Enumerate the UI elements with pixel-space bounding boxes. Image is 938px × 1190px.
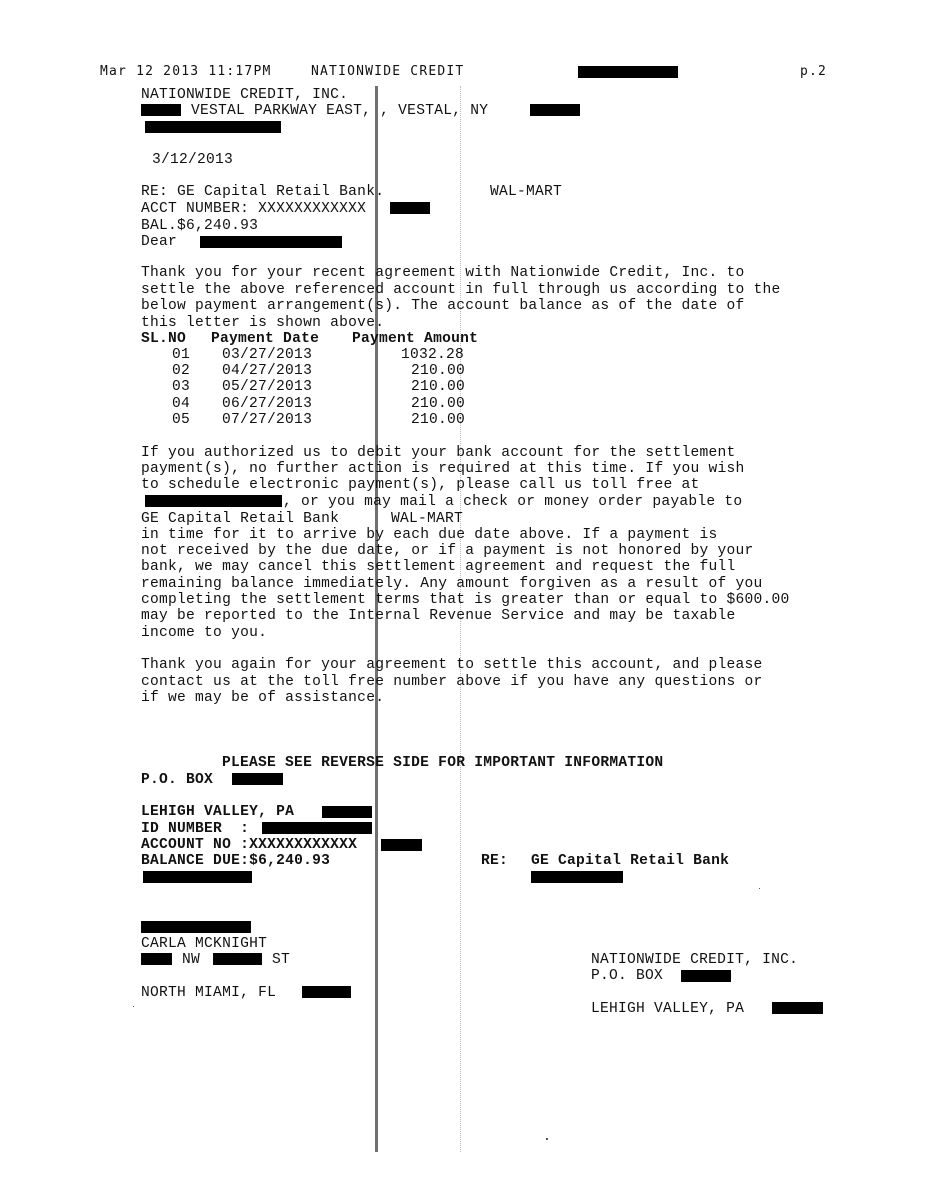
- debtor-nw: NW: [182, 952, 201, 968]
- reverse-side-notice: PLEASE SEE REVERSE SIDE FOR IMPORTANT INFORMATION: [222, 755, 664, 771]
- table-row-no: 05: [172, 412, 191, 428]
- redaction-return-zip: [772, 1002, 823, 1014]
- scan-speck: [133, 1006, 134, 1007]
- table-row-no: 04: [172, 396, 191, 412]
- para3-line5: completing the settlement terms that is greater than or equal to $600.00: [141, 592, 790, 608]
- redaction-recipient-name: [200, 236, 342, 248]
- stub-re-label: RE:: [481, 853, 509, 869]
- para1-line2: settle the above referenced account in full through us according to the: [141, 282, 781, 298]
- redaction-debtor-zip: [302, 986, 351, 998]
- table-header-amount: Payment Amount: [352, 331, 479, 347]
- fax-timestamp: Mar 12 2013 11:17PM: [100, 64, 272, 79]
- balance-line: BAL.$6,240.93: [141, 218, 259, 234]
- para3-line1: in time for it to arrive by each due date above. If a payment is: [141, 527, 718, 543]
- para3-line6: may be reported to the Internal Revenue Service and may be taxable: [141, 608, 736, 624]
- redaction-house-number: [141, 953, 172, 965]
- table-row-amount: 1032.28: [401, 347, 465, 363]
- para3-line4: remaining balance immediately. Any amount forgiven as a result of you: [141, 576, 763, 592]
- stub-balance-due: BALANCE DUE:$6,240.93: [141, 853, 331, 869]
- table-row-amount: 210.00: [411, 412, 466, 428]
- redaction-stub-zip: [322, 806, 372, 818]
- table-row-amount: 210.00: [411, 396, 466, 412]
- letterhead-address: VESTAL PARKWAY EAST, , VESTAL, NY: [191, 103, 489, 119]
- debtor-name: CARLA MCKNIGHT: [141, 936, 268, 952]
- table-header-date: Payment Date: [211, 331, 320, 347]
- table-row-no: 02: [172, 363, 191, 379]
- redaction-fax-number: [578, 66, 678, 78]
- redaction-id-number: [262, 822, 372, 834]
- re-line: RE: GE Capital Retail Bank.: [141, 184, 385, 200]
- redaction-debtor-line: [141, 921, 251, 933]
- redaction-toll-free-number: [145, 495, 282, 507]
- payee-bank: GE Capital Retail Bank: [141, 511, 340, 527]
- fax-sender: NATIONWIDE CREDIT: [311, 64, 465, 79]
- table-row-date: 07/27/2013: [222, 412, 313, 428]
- para2-line4: , or you may mail a check or money order payable to: [283, 494, 743, 510]
- redaction-phone: [145, 121, 281, 133]
- account-number: ACCT NUMBER: XXXXXXXXXXXX: [141, 201, 367, 217]
- scan-speck: [546, 1138, 548, 1140]
- para1-line1: Thank you for your recent agreement with Nationwide Credit, Inc. to: [141, 265, 745, 281]
- para4-line3: if we may be of assistance.: [141, 690, 385, 706]
- table-row-amount: 210.00: [411, 379, 466, 395]
- stub-po-box: P.O. BOX: [141, 772, 214, 788]
- redaction-re-line: [531, 871, 623, 883]
- para2-line1: If you authorized us to debit your bank account for the settlement: [141, 445, 736, 461]
- table-row-no: 01: [172, 347, 191, 363]
- para2-line2: payment(s), no further action is required at this time. If you wish: [141, 461, 745, 477]
- redaction-stub-account: [381, 839, 422, 851]
- table-row-date: 04/27/2013: [222, 363, 313, 379]
- para3-line3: bank, we may cancel this settlement agreement and request the full: [141, 559, 736, 575]
- fax-page-number: p.2: [800, 64, 828, 79]
- para4-line2: contact us at the toll free number above if you have any questions or: [141, 674, 763, 690]
- para1-line3: below payment arrangement(s). The account balance as of the date of: [141, 298, 745, 314]
- return-company: NATIONWIDE CREDIT, INC.: [591, 952, 799, 968]
- para2-line3: to schedule electronic payment(s), please call us toll free at: [141, 477, 700, 493]
- debtor-st: ST: [272, 952, 291, 968]
- table-header-slno: SL.NO: [141, 331, 187, 347]
- stub-re-bank: GE Capital Retail Bank: [531, 853, 730, 869]
- table-row-amount: 210.00: [411, 363, 466, 379]
- table-row-date: 06/27/2013: [222, 396, 313, 412]
- salutation: Dear: [141, 234, 178, 250]
- table-row-date: 05/27/2013: [222, 379, 313, 395]
- redaction-street-name: [213, 953, 262, 965]
- table-row-no: 03: [172, 379, 191, 395]
- stub-city: LEHIGH VALLEY, PA: [141, 804, 295, 820]
- letterhead-company: NATIONWIDE CREDIT, INC.: [141, 87, 349, 103]
- table-row-date: 03/27/2013: [222, 347, 313, 363]
- stub-id-number: ID NUMBER :: [141, 821, 250, 837]
- para3-line2: not received by the due date, or if a payment is not honored by your: [141, 543, 754, 559]
- para1-line4: this letter is shown above.: [141, 315, 385, 331]
- letter-date: 3/12/2013: [152, 152, 234, 168]
- para3-line7: income to you.: [141, 625, 268, 641]
- redaction-street-number: [141, 104, 181, 116]
- re-store: WAL-MART: [490, 184, 563, 200]
- para4-line1: Thank you again for your agreement to settle this account, and please: [141, 657, 763, 673]
- stub-account-number: ACCOUNT NO :XXXXXXXXXXXX: [141, 837, 358, 853]
- redaction-return-po-box: [681, 970, 731, 982]
- scan-speck: [759, 888, 760, 889]
- redaction-stub-line: [143, 871, 252, 883]
- redaction-account-digits: [390, 202, 430, 214]
- redaction-po-box: [232, 773, 283, 785]
- payee-store: WAL-MART: [391, 511, 464, 527]
- return-city: LEHIGH VALLEY, PA: [591, 1001, 745, 1017]
- return-po-box: P.O. BOX: [591, 968, 664, 984]
- debtor-city: NORTH MIAMI, FL: [141, 985, 277, 1001]
- redaction-zip: [530, 104, 580, 116]
